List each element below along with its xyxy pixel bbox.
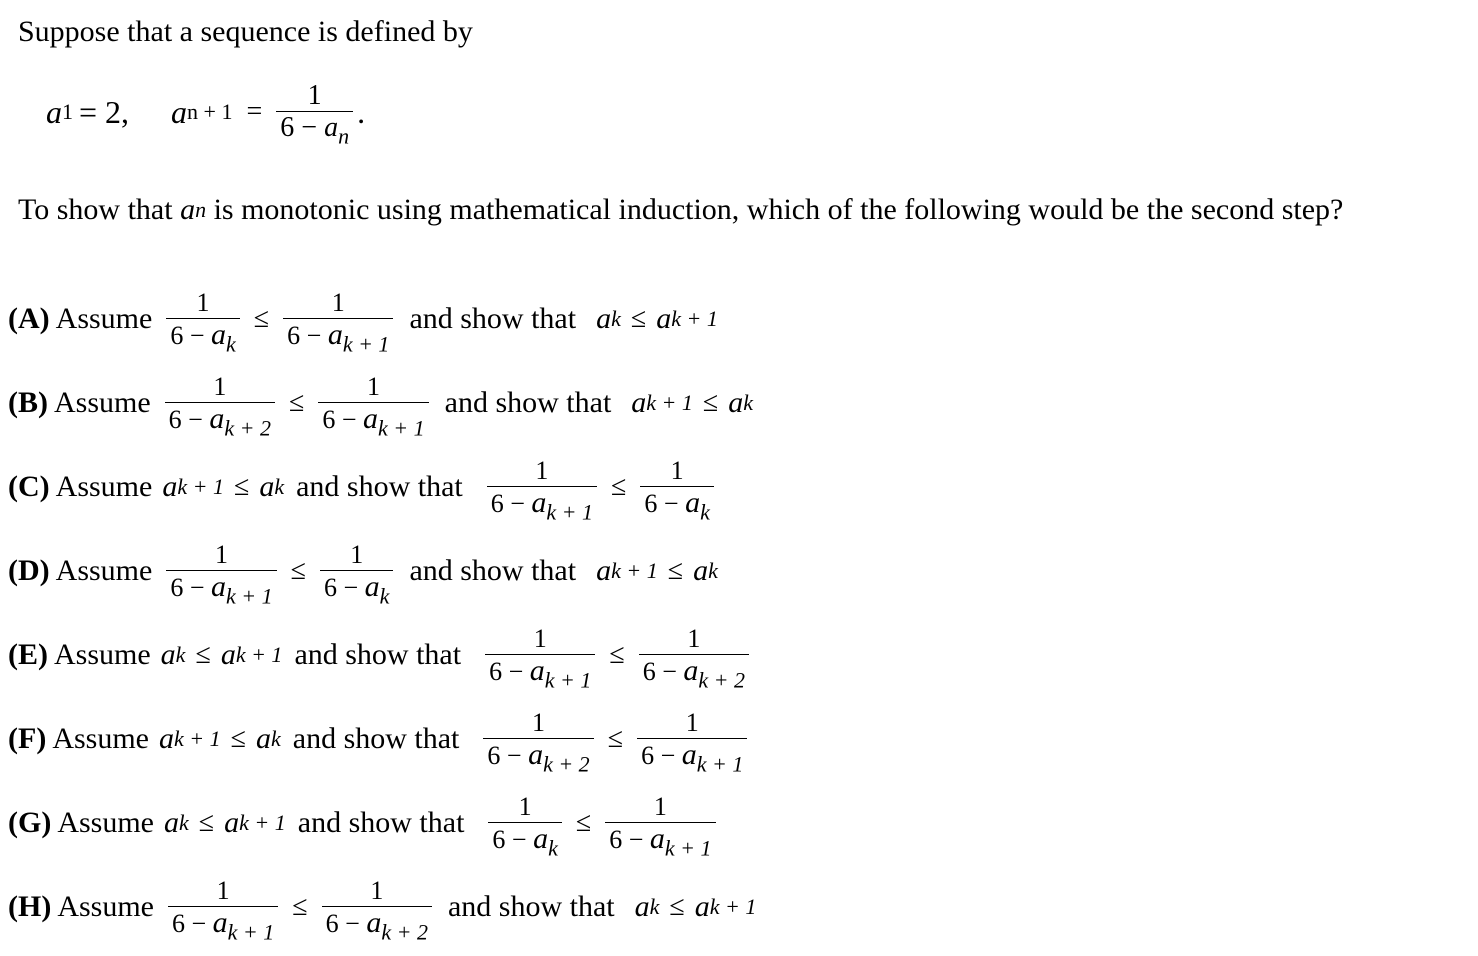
show-right-den (637, 737, 747, 777)
recur-eq: = (246, 96, 263, 127)
show-right-fraction (639, 623, 749, 693)
assume-right-den-var: a (364, 569, 380, 603)
show-expression: a k + 1 ≤ a k (596, 554, 718, 587)
recur-frac-den-var: a (324, 112, 339, 143)
show-right-den-const: 6 − (609, 824, 650, 854)
assume-expression: a k + 1 ≤ a k (158, 722, 281, 755)
first-term-eq: = 2, (79, 93, 130, 130)
show-right-den-var: a (685, 485, 701, 519)
assume-left-num: 1 (214, 539, 228, 569)
assume-right-den (318, 401, 428, 441)
option-c[interactable] (8, 452, 718, 525)
assume-left-den-sub: k + 1 (226, 583, 273, 609)
assume-right-var: a (255, 722, 271, 755)
show-left-den-var: a (533, 821, 549, 855)
assume-right-fraction (320, 539, 393, 609)
assume-right-num: 1 (350, 539, 364, 569)
assume-right-den-const: 6 − (287, 320, 328, 350)
assume-relation: ≤ (290, 555, 306, 586)
option-show-word: and show that (297, 806, 465, 839)
show-left-num: 1 (518, 791, 532, 821)
show-left-fraction (485, 623, 595, 693)
assume-expression (162, 287, 397, 357)
assume-left-var: a (160, 638, 176, 671)
show-expression (479, 707, 751, 777)
show-right-den-var: a (649, 821, 665, 855)
assume-relation: ≤ (253, 303, 270, 334)
assume-right-den (283, 317, 393, 357)
show-relation: ≤ (611, 471, 627, 502)
show-relation: ≤ (575, 807, 592, 838)
assume-left-fraction (166, 287, 239, 357)
show-relation: ≤ (669, 891, 685, 922)
question-before: To show that (18, 193, 173, 226)
show-left-den (488, 821, 561, 861)
assume-left-den (166, 569, 276, 609)
option-f[interactable] (8, 704, 751, 777)
show-right-den-sub: k + 2 (698, 667, 746, 693)
option-show-word: and show that (292, 722, 460, 755)
assume-right-num: 1 (331, 287, 345, 317)
assume-left-fraction (166, 539, 276, 609)
assume-left-fraction (168, 875, 278, 945)
assume-right-fraction (318, 371, 428, 441)
assume-relation: ≤ (195, 639, 211, 670)
assume-left-var: a (162, 470, 178, 503)
assume-relation: ≤ (292, 891, 308, 922)
show-relation: ≤ (630, 303, 647, 334)
assume-right-den-const: 6 − (322, 404, 364, 434)
show-right-fraction (637, 707, 747, 777)
show-left-num: 1 (532, 707, 546, 737)
assume-left-fraction (165, 371, 275, 441)
assume-expression: a k + 1 ≤ a k (162, 470, 285, 503)
show-relation: ≤ (607, 723, 624, 754)
recur-frac-den-sub: n (338, 123, 350, 149)
show-left-den-sub: k + 1 (544, 667, 592, 693)
show-right-den-var: a (681, 737, 697, 771)
recur-frac-num: 1 (307, 80, 322, 111)
show-left-den-const: 6 − (487, 740, 529, 770)
show-right-den-const: 6 − (644, 488, 686, 518)
assume-right-den-sub: k (379, 583, 390, 609)
show-left-var: a (596, 554, 612, 587)
assume-right-fraction (283, 287, 393, 357)
assume-right-den-sub: k + 2 (381, 919, 428, 945)
assume-right-den (322, 905, 432, 945)
show-relation: ≤ (609, 639, 625, 670)
option-assume-word: Assume (54, 386, 151, 419)
assume-expression (162, 539, 397, 609)
show-left-den (487, 485, 597, 525)
assume-right-den-var: a (366, 905, 382, 939)
assume-right-fraction (322, 875, 432, 945)
assume-right-den (320, 569, 393, 609)
assume-left-den (165, 401, 275, 441)
assume-left-den-const: 6 − (170, 572, 211, 602)
show-right-den-var: a (683, 653, 699, 687)
option-assume-word: Assume (57, 806, 154, 839)
show-right-fraction (605, 791, 715, 861)
assume-right-den-const: 6 − (325, 908, 367, 938)
assume-expression: a k ≤ a k + 1 (164, 806, 286, 839)
show-relation: ≤ (667, 555, 684, 586)
show-left-den-const: 6 − (489, 656, 530, 686)
show-right-var: a (656, 302, 672, 335)
assume-expression (161, 371, 433, 441)
show-expression (483, 455, 718, 525)
option-label: (G) (8, 806, 52, 839)
option-d[interactable] (8, 536, 718, 609)
assume-right-num: 1 (370, 875, 384, 905)
assume-relation: ≤ (198, 807, 215, 838)
assume-left-den-const: 6 − (168, 404, 210, 434)
option-assume-word: Assume (55, 302, 153, 335)
show-right-var: a (694, 890, 710, 923)
show-left-den-const: 6 − (492, 824, 534, 854)
assume-left-num: 1 (196, 287, 210, 317)
show-expression (481, 623, 753, 693)
show-left-num: 1 (535, 455, 549, 485)
question-text: To show that a n is monotonic using mathematical induction, which of the following would be the second step? (18, 190, 1343, 230)
show-left-var: a (631, 386, 647, 419)
show-expression: a k ≤ a k + 1 (634, 890, 757, 923)
assume-left-den-var: a (209, 401, 225, 435)
assume-left-den-var: a (212, 905, 228, 939)
assume-right-var: a (224, 806, 240, 839)
show-left-den (485, 653, 595, 693)
assume-expression (164, 875, 436, 945)
assume-left-den-sub: k + 1 (227, 919, 275, 945)
show-left-var: a (634, 890, 650, 923)
option-label: (C) (8, 470, 50, 503)
assume-left-den-var: a (211, 317, 226, 351)
option-assume-word: Assume (57, 890, 154, 923)
show-relation: ≤ (702, 387, 719, 418)
assume-relation: ≤ (230, 723, 246, 754)
option-g[interactable] (8, 788, 720, 861)
option-b[interactable] (8, 368, 754, 441)
assume-relation: ≤ (288, 387, 305, 418)
option-show-word: and show that (409, 302, 577, 335)
option-label: (F) (8, 722, 47, 755)
sequence-definition: a 1 = 2, a n + 1 = $\frac{1}{6 - a_n}$ . (46, 80, 366, 149)
show-left-den-const: 6 − (490, 488, 532, 518)
show-left-den-var: a (531, 485, 547, 519)
option-h[interactable] (8, 872, 757, 945)
option-assume-word: Assume (55, 470, 153, 503)
show-left-fraction (488, 791, 561, 861)
assume-left-den-const: 6 − (170, 320, 211, 350)
assume-right-var: a (220, 638, 236, 671)
option-label: (H) (8, 890, 52, 923)
recur-terminator: . (357, 93, 366, 130)
question-var: a (180, 193, 196, 226)
show-left-fraction (483, 707, 593, 777)
option-show-word: and show that (409, 554, 577, 587)
show-left-fraction (487, 455, 597, 525)
assume-right-var: a (259, 470, 275, 503)
option-show-word: and show that (447, 890, 615, 923)
option-label: (A) (8, 302, 50, 335)
assume-right-den-sub: k + 1 (378, 415, 425, 441)
show-right-den (640, 485, 713, 525)
intro-text: Suppose that a sequence is defined by (18, 15, 473, 48)
show-right-num: 1 (670, 455, 684, 485)
show-right-var: a (693, 554, 709, 587)
show-right-num: 1 (687, 623, 701, 653)
recur-fraction (276, 80, 353, 149)
show-right-den-sub: k + 1 (664, 835, 712, 861)
option-label: (E) (8, 638, 48, 671)
assume-left-den-const: 6 − (172, 908, 213, 938)
show-right-den-sub: k (700, 499, 710, 525)
show-expression: a k ≤ a k + 1 (596, 302, 718, 335)
assume-left-den (168, 905, 278, 945)
option-assume-word: Assume (55, 554, 153, 587)
recur-var: a (171, 93, 188, 130)
show-right-den-const: 6 − (641, 740, 682, 770)
option-a[interactable] (8, 284, 718, 357)
option-assume-word: Assume (54, 638, 151, 671)
assume-right-den-const: 6 − (324, 572, 365, 602)
option-show-word: and show that (294, 638, 462, 671)
show-right-den-sub: k + 1 (696, 751, 744, 777)
option-e[interactable] (8, 620, 753, 693)
assume-right-num: 1 (366, 371, 380, 401)
show-right-fraction (640, 455, 713, 525)
show-right-den-const: 6 − (642, 656, 684, 686)
assume-left-den-sub: k + 2 (224, 415, 271, 441)
show-left-den (483, 737, 593, 777)
assume-expression: a k ≤ a k + 1 (160, 638, 283, 671)
first-term-var: a (46, 93, 62, 130)
show-left-den-var: a (528, 737, 544, 771)
show-left-den-sub: k + 1 (546, 499, 594, 525)
show-expression: a k + 1 ≤ a k (631, 386, 754, 419)
show-right-var: a (728, 386, 744, 419)
option-show-word: and show that (296, 470, 463, 503)
assume-right-den-var: a (363, 401, 379, 435)
show-right-num: 1 (653, 791, 667, 821)
assume-relation: ≤ (233, 471, 250, 502)
show-left-den-sub: k + 2 (543, 751, 590, 777)
option-label: (D) (8, 554, 50, 587)
show-right-den (605, 821, 715, 861)
option-show-word: and show that (444, 386, 612, 419)
show-expression (484, 791, 719, 861)
assume-left-num: 1 (216, 875, 230, 905)
assume-right-den-var: a (327, 317, 343, 351)
assume-right-den-sub: k + 1 (342, 331, 390, 357)
assume-left-var: a (164, 806, 179, 839)
assume-left-den (166, 317, 239, 357)
show-right-num: 1 (685, 707, 699, 737)
recur-frac-den-const: 6 − (280, 112, 318, 143)
assume-left-den-var: a (211, 569, 226, 603)
show-right-den (639, 653, 749, 693)
option-label: (B) (8, 386, 48, 419)
show-left-num: 1 (533, 623, 547, 653)
question-after: is monotonic using mathematical induction, which of the following would be the second step? (213, 193, 1344, 226)
recur-frac-den (276, 111, 353, 149)
show-left-den-var: a (529, 653, 545, 687)
show-left-var: a (596, 302, 612, 335)
option-assume-word: Assume (52, 722, 149, 755)
show-left-den-sub: k (548, 835, 558, 861)
assume-left-num: 1 (213, 371, 227, 401)
assume-left-var: a (158, 722, 174, 755)
assume-left-den-sub: k (226, 331, 236, 357)
